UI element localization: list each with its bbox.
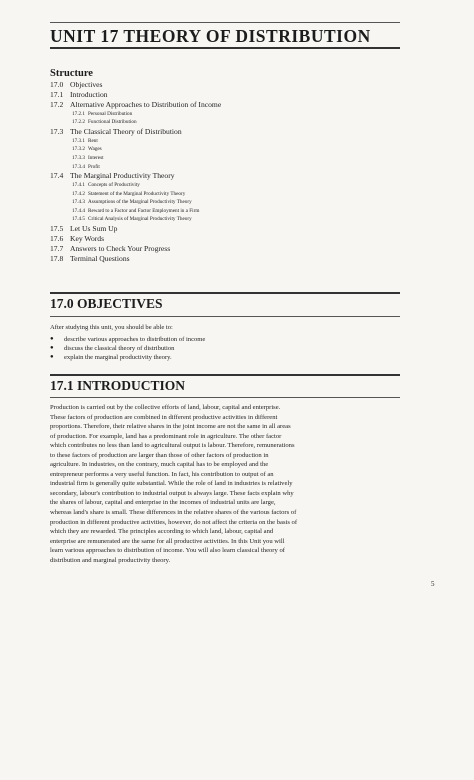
toc-text: Let Us Sum Up	[70, 223, 118, 233]
unit-title: UNIT 17 THEORY OF DISTRIBUTION	[50, 26, 371, 46]
paragraph-line: enterprise are remunerated are the same for all productive activities. In this Unit you will	[50, 537, 285, 545]
toc-entry	[50, 234, 410, 244]
objectives-intro: After studying this unit, you should be able to:	[50, 324, 173, 331]
toc-entry	[50, 254, 410, 264]
toc-number: 17.3.4	[72, 163, 85, 170]
toc-text: Reward to a Factor and Factor Employment in a Firm	[88, 207, 200, 214]
introduction-top-rule	[50, 374, 400, 376]
objectives-heading: 17.0 OBJECTIVES	[50, 296, 163, 311]
toc-entry	[50, 118, 410, 127]
toc-text: Key Words	[70, 233, 105, 243]
toc-number: 17.4.1	[72, 182, 85, 189]
toc-text: The Marginal Productivity Theory	[70, 171, 175, 181]
toc-entry	[50, 181, 410, 190]
toc-text: Personal Distribution	[88, 110, 133, 117]
toc-number: 17.0	[50, 80, 64, 89]
objectives-bottom-rule	[50, 316, 400, 317]
toc-entry	[50, 244, 410, 254]
page-number: 5	[431, 580, 435, 588]
toc-text: Objectives	[70, 80, 103, 89]
toc-text: Wages	[88, 146, 102, 153]
introduction-heading: 17.1 INTRODUCTION	[50, 378, 186, 393]
objectives-list	[50, 335, 410, 362]
toc-entry	[50, 100, 410, 110]
toc-text: Critical Analysis of Marginal Productivity Theory	[88, 216, 192, 223]
bullet-icon: ●	[50, 345, 54, 351]
paragraph-line: the shares of labour, capital and enterprise in the incomes of industrial units are large,	[50, 499, 276, 507]
toc-number: 17.4.2	[72, 190, 85, 197]
top-rule	[50, 22, 400, 23]
toc-number: 17.3.2	[72, 146, 85, 153]
toc-text: Statement of the Marginal Productivity Theory	[88, 190, 186, 197]
paragraph-line: proportions. Therefore, their relative shares in the joint income are not the same in all areas	[50, 423, 291, 431]
toc-text: Interest	[88, 154, 104, 161]
objective-item	[50, 344, 410, 353]
paragraph-line: industrial firm is generally quite substantial. While the role of land in industries is relatively	[50, 480, 293, 488]
toc-text: Assumptions of the Marginal Productivity Theory	[88, 199, 192, 206]
toc-text: Rent	[88, 137, 98, 144]
paragraph-line: entrepreneur performs a very useful function. In fact, his contribution to output of an	[50, 470, 274, 478]
objective-text: describe various approaches to distribution of income	[64, 336, 206, 343]
paragraph-line: These factors of production are combined in different productive activities in different	[50, 413, 278, 421]
toc-number: 17.2	[50, 99, 64, 109]
paragraph-line: agriculture. In industries, on the contrary, much capital has to be employed and the	[50, 461, 269, 469]
paragraph-line: secondary, labour's contribution to industrial output is always large. These facts explain why	[50, 489, 294, 497]
toc-entry	[50, 198, 410, 207]
toc-number: 17.3.3	[72, 154, 85, 161]
introduction-bottom-rule	[50, 397, 400, 398]
toc-entry	[50, 163, 410, 172]
toc-number: 17.5	[50, 223, 64, 233]
toc-text: Concepts of Productivity	[88, 182, 140, 189]
bullet-icon: ●	[50, 354, 54, 360]
toc-text: Profit	[88, 163, 100, 170]
toc-text: Introduction	[70, 89, 108, 99]
objectives-top-rule	[50, 292, 400, 294]
toc-text: Answers to Check Your Progress	[70, 243, 171, 253]
toc-number: 17.1	[50, 89, 64, 99]
toc-number: 17.4.5	[72, 216, 85, 223]
table-of-contents	[50, 80, 410, 264]
paragraph-line: learn various approaches to distribution of income. You will also learn classical theory of	[50, 547, 285, 555]
toc-text: Functional Distribution	[88, 119, 137, 126]
toc-number: 17.3.1	[72, 137, 85, 144]
title-underline	[50, 47, 400, 49]
toc-entry	[50, 207, 410, 216]
toc-number: 17.4.4	[72, 207, 85, 214]
objective-text: discuss the classical theory of distribution	[64, 345, 175, 352]
paragraph-line: to these factors of production are larger than those of other factors of production in	[50, 451, 269, 459]
toc-entry	[50, 190, 410, 199]
introduction-paragraph	[50, 403, 410, 565]
toc-number: 17.6	[50, 233, 64, 243]
objective-text: explain the marginal productivity theory.	[64, 354, 172, 361]
objective-item	[50, 353, 410, 362]
toc-text: Alternative Approaches to Distribution of Income	[70, 99, 222, 109]
toc-entry	[50, 215, 410, 224]
toc-number: 17.3	[50, 126, 64, 136]
paragraph-line: whereas land's share is small. These differences in the relative shares of the various factors of	[50, 509, 297, 517]
structure-heading: Structure	[50, 68, 93, 79]
paragraph-line: which they are rewarded. The principles according to which land, labour, capital and	[50, 528, 274, 536]
toc-entry	[50, 110, 410, 119]
toc-number: 17.8	[50, 253, 64, 263]
toc-number: 17.7	[50, 243, 64, 253]
toc-entry	[50, 80, 410, 90]
toc-entry	[50, 137, 410, 146]
toc-entry	[50, 224, 410, 234]
toc-number: 17.2.1	[72, 110, 85, 117]
bullet-icon: ●	[50, 336, 54, 342]
toc-entry	[50, 127, 410, 137]
toc-entry	[50, 145, 410, 154]
toc-number: 17.4	[50, 171, 64, 181]
toc-text: The Classical Theory of Distribution	[70, 126, 182, 136]
toc-number: 17.4.3	[72, 199, 85, 206]
paragraph-line: production in different productive activities, however, do not affect the criteria on the basis of	[50, 518, 298, 526]
paragraph-line: which contributes no less than land to agricultural output is labour. Therefore, remunerations	[50, 442, 295, 450]
toc-number: 17.2.2	[72, 119, 85, 126]
toc-entry	[50, 171, 410, 181]
toc-text: Terminal Questions	[70, 253, 130, 263]
objective-item	[50, 335, 410, 344]
toc-entry	[50, 154, 410, 163]
paragraph-line: of production. For example, land has a predominant role in agriculture. The other factor	[50, 432, 282, 440]
paragraph-line: Production is carried out by the collective efforts of land, labour, capital and enterprise.	[50, 404, 281, 411]
paragraph-line: distribution and marginal productivity theory.	[50, 556, 171, 564]
toc-entry	[50, 90, 410, 100]
